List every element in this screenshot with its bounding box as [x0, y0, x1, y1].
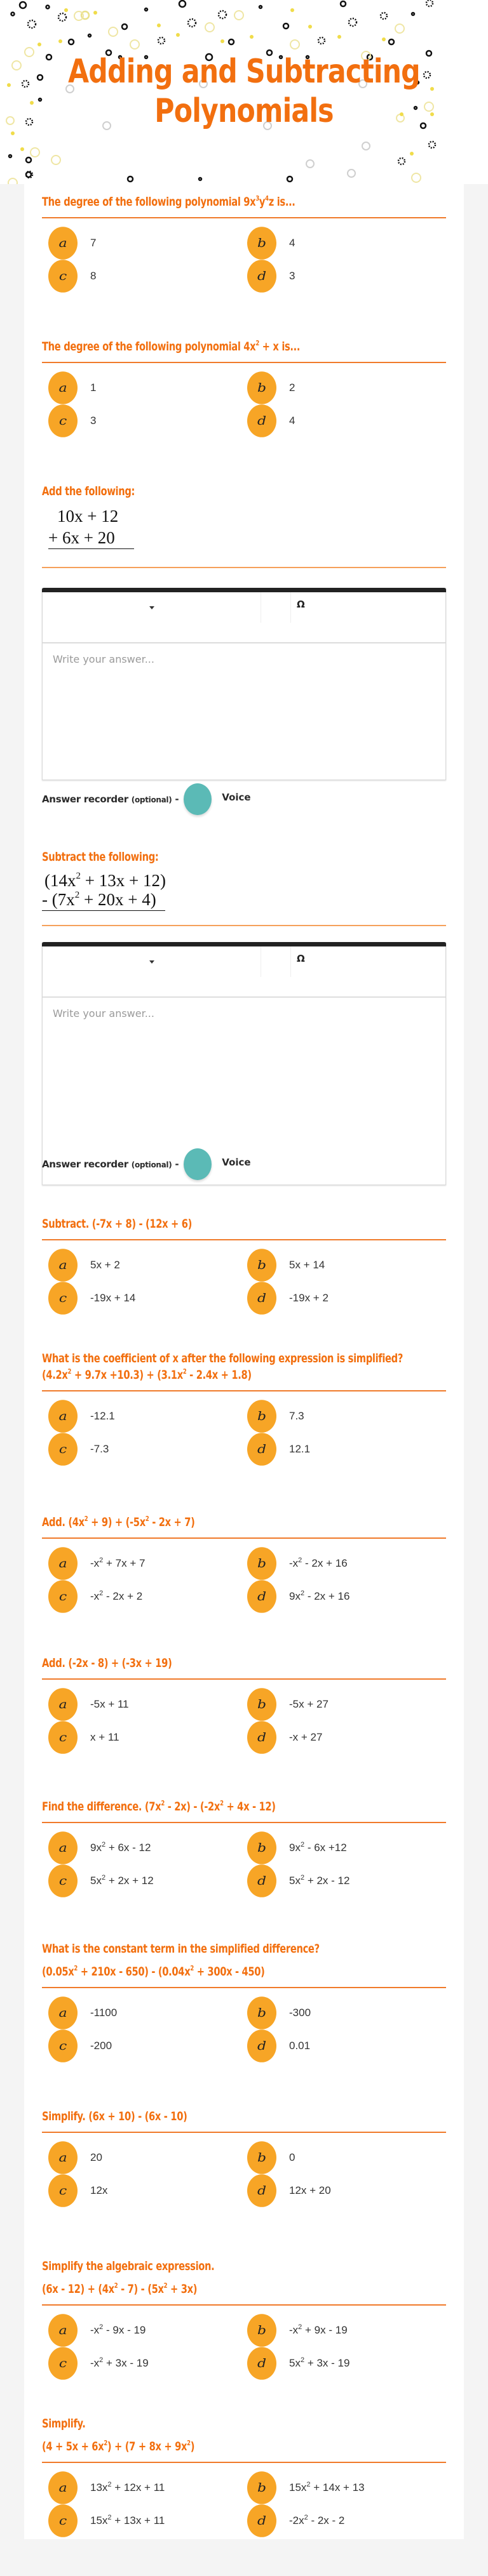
math-expression: - $(7x^2 + 20x + 4)$	[42, 889, 446, 911]
math-expression: 10x + 12	[57, 507, 119, 526]
question-5	[42, 1215, 446, 1319]
option-letter-bubble: c	[48, 404, 78, 437]
option-text: 4	[289, 415, 295, 427]
option-c[interactable]	[48, 2175, 239, 2207]
option-text: $-x^2 - 9x - 19$	[90, 2323, 146, 2336]
answer-input[interactable]	[43, 643, 445, 776]
option-letter-bubble: b	[247, 1688, 276, 1721]
editor-toolbar	[43, 946, 445, 997]
option-letter-bubble: b	[247, 2314, 276, 2347]
option-d[interactable]	[247, 1865, 438, 1897]
page-title: Adding and Subtracting Polynomials	[68, 53, 420, 130]
option-text: $-x^2 + 3x - 19$	[90, 2356, 149, 2369]
option-text: 0	[289, 2151, 295, 2163]
option-letter-bubble: c	[48, 1864, 78, 1897]
option-text: -19x + 14	[90, 1292, 136, 1304]
option-letter-bubble: b	[247, 1547, 276, 1580]
option-text: 12.1	[289, 1443, 311, 1455]
question-title: Subtract. (-7x + 8) - (12x + 6)	[42, 1217, 193, 1231]
divider	[42, 362, 446, 363]
option-letter-bubble: c	[48, 1721, 78, 1754]
option-c[interactable]	[48, 405, 239, 437]
divider	[42, 1390, 446, 1391]
option-letter-bubble: c	[48, 1433, 78, 1466]
option-b[interactable]	[247, 227, 438, 259]
option-letter-bubble: a	[48, 371, 78, 404]
option-c[interactable]	[48, 1581, 239, 1612]
option-b[interactable]	[247, 2472, 438, 2504]
option-text: -x + 27	[289, 1731, 323, 1743]
option-text: $-x^2 - 2x + 2$	[90, 1590, 143, 1602]
option-text: -7.3	[90, 1443, 109, 1455]
question-title: The degree of the following polynomial $4x^2 + x$ is...	[42, 339, 301, 354]
question-12	[42, 2257, 446, 2384]
option-text: 7	[90, 237, 97, 249]
question-title: What is the constant term in the simplified difference?	[42, 1942, 320, 1956]
option-letter-bubble: c	[48, 2347, 78, 2380]
option-letter-bubble: c	[48, 2174, 78, 2207]
option-text: $9x^2 - 2x + 16$	[289, 1590, 350, 1602]
voice-label: Voice	[222, 792, 251, 803]
option-letter-bubble: d	[247, 260, 276, 293]
option-letter-bubble: d	[247, 1864, 276, 1897]
question-title: Add. $(4x^2 + 9) + (-5x^2 - 2x + 7)$	[42, 1515, 195, 1529]
divider	[42, 1987, 446, 1988]
option-text: -5x + 11	[90, 1698, 129, 1710]
question-title: What is the coefficient of x after the following expression is simplified?	[42, 1351, 403, 1365]
option-b[interactable]	[247, 1548, 438, 1579]
option-letter-bubble: c	[48, 2504, 78, 2537]
option-text: $5x^2 + 2x - 12$	[289, 1874, 350, 1887]
option-a[interactable]	[48, 227, 239, 259]
option-text: $-x^2 - 2x + 16$	[289, 1557, 348, 1569]
question-title: The degree of the following polynomial $9x^3y^4z$ is...	[42, 194, 295, 209]
option-letter-bubble: a	[48, 2141, 78, 2174]
chevron-down-icon	[149, 960, 154, 964]
option-letter-bubble: d	[247, 2504, 276, 2537]
option-letter-bubble: d	[247, 1433, 276, 1466]
option-text: 5x + 14	[289, 1259, 325, 1271]
option-d[interactable]	[247, 1433, 438, 1465]
option-b[interactable]	[247, 1997, 438, 2029]
option-c[interactable]	[48, 2030, 239, 2062]
question-expression: $(4.2x^2 + 9.7x +10.3) + (3.1x^2 - 2.4x + 1.8)$	[42, 1367, 252, 1382]
divider	[42, 1678, 446, 1680]
question-10	[42, 1940, 446, 2067]
option-letter-bubble: d	[247, 1282, 276, 1315]
question-2	[42, 338, 446, 442]
option-text: 20	[90, 2151, 102, 2163]
option-letter-bubble: d	[247, 2347, 276, 2380]
option-text: $-x^2 + 9x - 19$	[289, 2323, 348, 2336]
record-voice-button[interactable]	[184, 783, 212, 815]
option-c[interactable]	[48, 1722, 239, 1753]
option-letter-bubble: a	[48, 1688, 78, 1721]
voice-label: Voice	[222, 1157, 251, 1168]
option-a[interactable]	[48, 1689, 239, 1720]
option-letter-bubble: d	[247, 2029, 276, 2062]
option-a[interactable]	[48, 2314, 239, 2346]
option-text: -1100	[90, 2007, 118, 2019]
option-text: 7.3	[289, 1410, 304, 1422]
option-a[interactable]	[48, 1548, 239, 1579]
option-letter-bubble: d	[247, 1721, 276, 1754]
option-b[interactable]	[247, 1689, 438, 1720]
option-c[interactable]	[48, 2347, 239, 2379]
question-4	[42, 848, 446, 926]
option-text: 1	[90, 382, 97, 394]
option-d[interactable]	[247, 1581, 438, 1612]
divider	[42, 925, 446, 926]
option-text: 4	[289, 237, 295, 249]
option-letter-bubble: b	[247, 371, 276, 404]
option-letter-bubble: d	[247, 2174, 276, 2207]
option-letter-bubble: a	[48, 1831, 78, 1864]
question-title: Simplify. (6x + 10) - (6x - 10)	[42, 2109, 187, 2123]
option-letter-bubble: a	[48, 1249, 78, 1282]
option-text: -12.1	[90, 1410, 115, 1422]
option-b[interactable]	[247, 1249, 438, 1281]
option-letter-bubble: a	[48, 1547, 78, 1580]
question-11	[42, 2108, 446, 2212]
option-c[interactable]	[48, 1433, 239, 1465]
option-text: $5x^2 + 3x - 19$	[289, 2356, 350, 2369]
option-text: -200	[90, 2040, 112, 2052]
option-text: 3	[90, 415, 97, 427]
option-text: -19x + 2	[289, 1292, 329, 1304]
option-a[interactable]	[48, 372, 239, 404]
question-title: Add the following:	[42, 484, 135, 498]
chevron-down-icon	[149, 606, 154, 609]
option-a[interactable]	[48, 1400, 239, 1432]
option-a[interactable]	[48, 2142, 239, 2174]
option-d[interactable]	[247, 1722, 438, 1753]
option-a[interactable]	[48, 2472, 239, 2504]
option-text: $-2x^2 - 2x - 2$	[289, 2514, 345, 2526]
question-title: Simplify.	[42, 2417, 86, 2431]
divider	[42, 1822, 446, 1823]
special-character-icon[interactable]: Ω	[297, 953, 305, 964]
divider	[42, 567, 446, 568]
option-d[interactable]	[247, 2030, 438, 2062]
option-a[interactable]	[48, 1997, 239, 2029]
worksheet-header	[0, 0, 488, 184]
option-text: 5x + 2	[90, 1259, 120, 1271]
format-dropdown[interactable]	[43, 592, 261, 623]
answer-recorder: Answer recorder (optional) - Voice	[42, 1146, 251, 1183]
divider	[42, 1537, 446, 1539]
option-letter-bubble: b	[247, 1249, 276, 1282]
option-letter-bubble: b	[247, 227, 276, 260]
option-letter-bubble: a	[48, 1996, 78, 2029]
math-expression: $(14x^2 + 13x + 12)$	[44, 871, 166, 890]
option-d[interactable]	[247, 2175, 438, 2207]
option-letter-bubble: b	[247, 1400, 276, 1433]
option-text: 12x	[90, 2184, 108, 2196]
question-title: Subtract the following:	[42, 850, 159, 864]
option-letter-bubble: c	[48, 1580, 78, 1613]
option-c[interactable]	[48, 1282, 239, 1314]
divider	[42, 217, 446, 218]
option-b[interactable]	[247, 1400, 438, 1432]
option-letter-bubble: d	[247, 1580, 276, 1613]
option-text: -5x + 27	[289, 1698, 329, 1710]
option-letter-bubble: b	[247, 1831, 276, 1864]
option-text: $15x^2 + 14x + 13$	[289, 2481, 365, 2493]
question-expression: $(4 + 5x + 6x^2) + (7 + 8x + 9x^2)$	[42, 2439, 195, 2453]
question-title: Find the difference. $(7x^2 - 2x) - (-2x^2 + 4x - 12)$	[42, 1799, 276, 1814]
option-letter-bubble: a	[48, 2314, 78, 2347]
option-d[interactable]	[247, 260, 438, 292]
question-expression: $(6x - 12) + (4x^2 - 7) - (5x^2 + 3x)$	[42, 2281, 198, 2296]
option-b[interactable]	[247, 2142, 438, 2174]
option-a[interactable]	[48, 1832, 239, 1864]
option-letter-bubble: b	[247, 2471, 276, 2504]
option-text: 12x + 20	[289, 2184, 331, 2196]
option-d[interactable]	[247, 405, 438, 437]
record-voice-button[interactable]	[184, 1148, 212, 1180]
option-d[interactable]	[247, 1282, 438, 1314]
option-c[interactable]	[48, 2505, 239, 2537]
question-6	[42, 1350, 446, 1470]
question-9	[42, 1798, 446, 1902]
rich-text-editor	[42, 588, 446, 780]
option-letter-bubble: a	[48, 2471, 78, 2504]
option-b[interactable]	[247, 2314, 438, 2346]
question-expression: $(0.05x^2 + 210x - 650) - (0.04x^2 + 300x - 450)$	[42, 1964, 265, 1979]
option-c[interactable]	[48, 260, 239, 292]
option-letter-bubble: a	[48, 227, 78, 260]
option-text: x + 11	[90, 1731, 119, 1743]
option-text: 0.01	[289, 2040, 311, 2052]
divider	[42, 1239, 446, 1240]
question-13	[42, 2415, 446, 2542]
answer-recorder: Answer recorder (optional) - Voice	[42, 781, 251, 818]
option-text: 3	[289, 270, 295, 282]
option-text: 8	[90, 270, 97, 282]
option-letter-bubble: c	[48, 2029, 78, 2062]
question-title: Simplify the algebraic expression.	[42, 2259, 215, 2273]
option-text: $-x^2 + 7x + 7$	[90, 1557, 146, 1569]
option-text: $9x^2 + 6x - 12$	[90, 1841, 151, 1854]
option-text: -300	[289, 2007, 311, 2019]
format-dropdown[interactable]	[43, 946, 261, 977]
option-d[interactable]	[247, 2505, 438, 2537]
option-text: $5x^2 + 2x + 12$	[90, 1874, 154, 1887]
question-title: Add. (-2x - 8) + (-3x + 19)	[42, 1656, 172, 1670]
option-text: $13x^2 + 12x + 11$	[90, 2481, 165, 2493]
divider	[42, 2462, 446, 2463]
question-3	[42, 482, 446, 568]
option-a[interactable]	[48, 1249, 239, 1281]
option-letter-bubble: b	[247, 1996, 276, 2029]
option-d[interactable]	[247, 2347, 438, 2379]
worksheet-card	[24, 184, 464, 2539]
option-b[interactable]	[247, 1832, 438, 1864]
question-8	[42, 1654, 446, 1758]
option-text: $9x^2 - 6x +12$	[289, 1841, 347, 1854]
editor-toolbar	[43, 592, 445, 643]
math-expression: + 6x + 20	[42, 527, 446, 549]
question-1	[42, 193, 446, 297]
option-c[interactable]	[48, 1865, 239, 1897]
option-text: 2	[289, 382, 295, 394]
option-letter-bubble: c	[48, 1282, 78, 1315]
option-letter-bubble: c	[48, 260, 78, 293]
option-letter-bubble: b	[247, 2141, 276, 2174]
divider	[42, 2304, 446, 2306]
option-letter-bubble: d	[247, 404, 276, 437]
option-text: $15x^2 + 13x + 11$	[90, 2514, 165, 2526]
special-character-icon[interactable]: Ω	[297, 599, 305, 610]
option-b[interactable]	[247, 372, 438, 404]
option-letter-bubble: a	[48, 1400, 78, 1433]
question-7	[42, 1513, 446, 1617]
divider	[42, 2132, 446, 2133]
